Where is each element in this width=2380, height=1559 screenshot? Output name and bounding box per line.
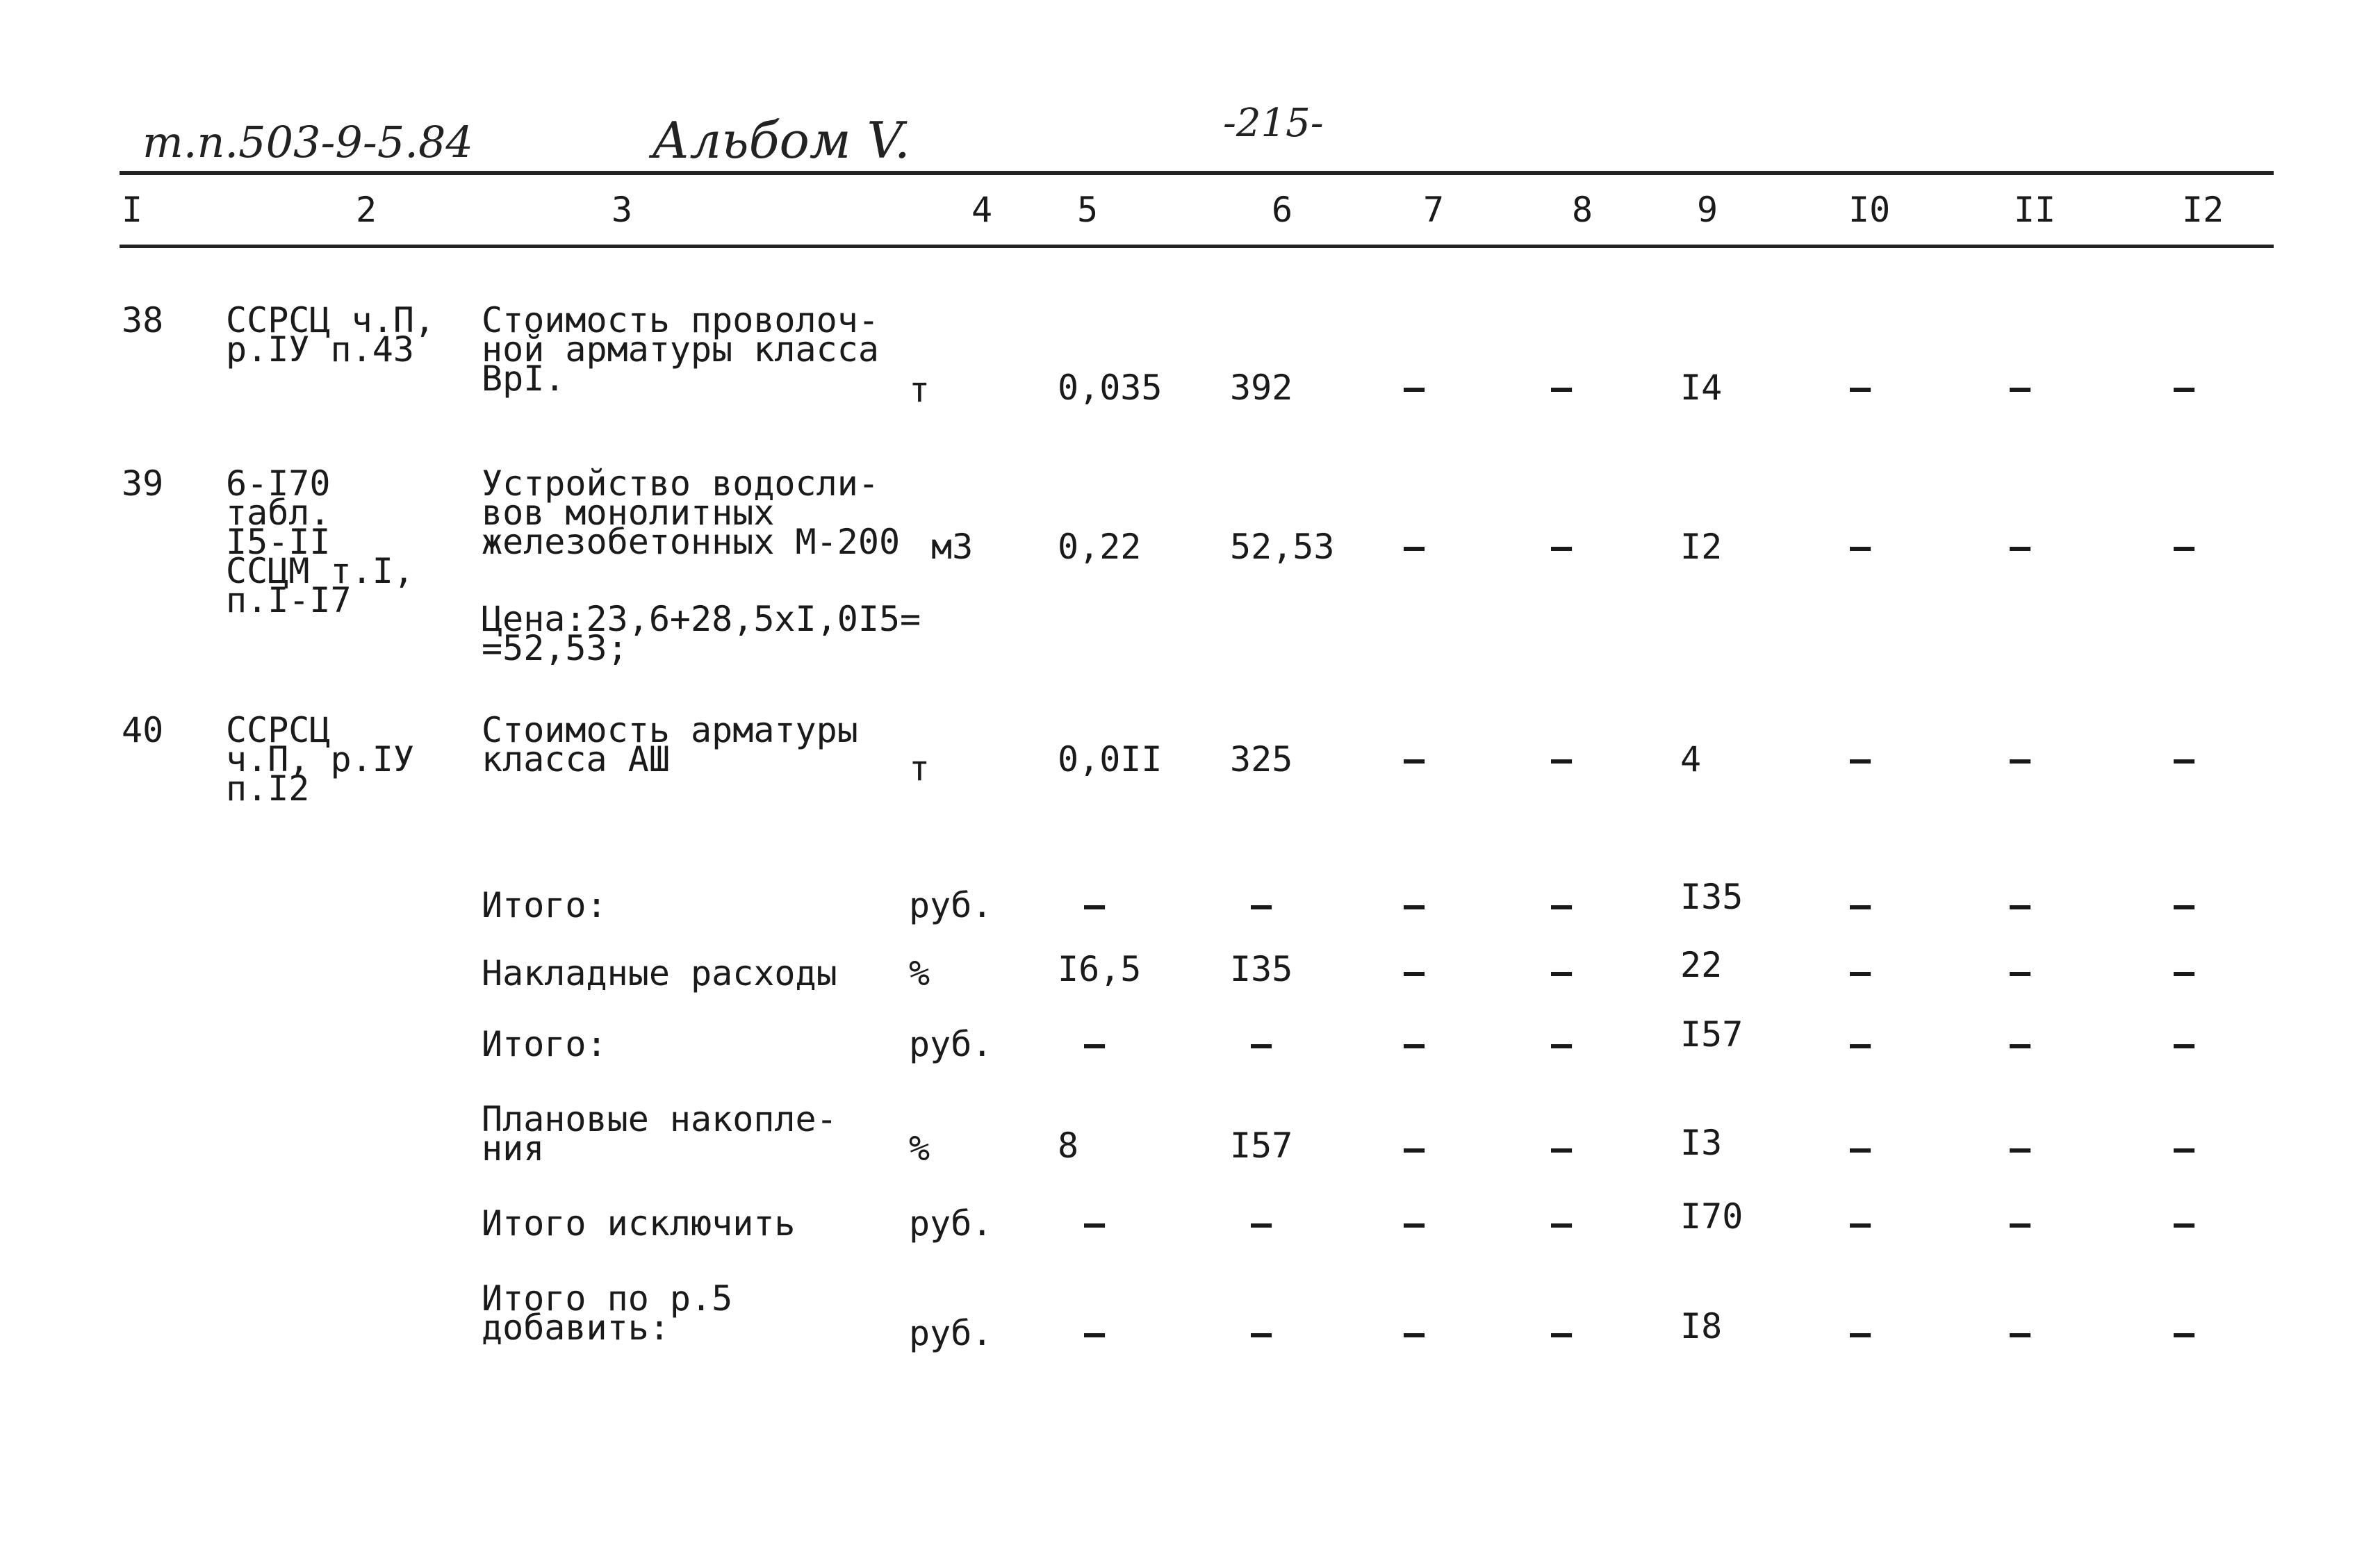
- column-header: I2: [2182, 190, 2224, 230]
- col9-value: 4: [1680, 739, 1702, 780]
- col9-value: I4: [1680, 368, 1723, 408]
- col8-value: –: [1551, 1128, 1573, 1169]
- total-label: Итого:: [482, 885, 607, 925]
- col12-value: –: [2174, 739, 2195, 780]
- col8-value: –: [1551, 885, 1573, 925]
- work-name: Стоимость арматуры класса АШ: [482, 710, 858, 780]
- norm-code: 6-I70 табл. I5-II ССЦМ т.I, п.I-I7: [226, 463, 414, 620]
- unit-price: 325: [1230, 739, 1293, 780]
- column-header: 7: [1423, 190, 1445, 230]
- row-number: 40: [122, 710, 164, 750]
- unit-price: 52,53: [1230, 527, 1335, 567]
- col11-value: –: [2010, 739, 2031, 780]
- page-number: -215-: [1223, 101, 1324, 146]
- total-label: Итого по р.5 добавить:: [482, 1278, 733, 1348]
- col10-value: –: [1850, 1024, 1871, 1064]
- unit: м3: [931, 527, 974, 567]
- unit: %: [909, 953, 930, 993]
- col7-value: –: [1404, 885, 1425, 925]
- col7-value: –: [1404, 368, 1425, 408]
- col12-value: –: [2174, 1024, 2195, 1064]
- col11-value: –: [2010, 952, 2031, 992]
- col10-value: –: [1850, 885, 1871, 925]
- total-label: Плановые накопле- ния: [482, 1099, 837, 1169]
- unit: руб.: [909, 1024, 993, 1064]
- album-label: Альбом V.: [652, 111, 910, 170]
- col7-value: –: [1404, 527, 1425, 567]
- column-header: 5: [1077, 190, 1099, 230]
- col8-value: –: [1551, 1313, 1573, 1353]
- col5-value: –: [1084, 1024, 1106, 1064]
- col8-value: –: [1551, 952, 1573, 992]
- col12-value: –: [2174, 527, 2195, 567]
- col10-value: –: [1850, 368, 1871, 408]
- total-label: Итого:: [482, 1024, 607, 1064]
- column-header: 3: [612, 190, 633, 230]
- col6-value: –: [1251, 1313, 1272, 1353]
- col7-value: –: [1404, 1203, 1425, 1244]
- column-header: 2: [356, 190, 377, 230]
- column-header: 6: [1272, 190, 1293, 230]
- col7-value: –: [1404, 1313, 1425, 1353]
- col7-value: –: [1404, 1128, 1425, 1169]
- column-header: 8: [1572, 190, 1593, 230]
- col10-value: –: [1850, 1313, 1871, 1353]
- header-bottom-rule: [120, 245, 2274, 248]
- col11-value: –: [2010, 1313, 2031, 1353]
- col9-value: I2: [1680, 527, 1723, 567]
- total-label: Накладные расходы: [482, 953, 837, 993]
- col5-value: –: [1084, 1313, 1106, 1353]
- column-header: I: [122, 190, 143, 230]
- col11-value: –: [2010, 885, 2031, 925]
- col11-value: –: [2010, 1203, 2031, 1244]
- col11-value: –: [2010, 527, 2031, 567]
- col7-value: –: [1404, 1024, 1425, 1064]
- col11-value: –: [2010, 368, 2031, 408]
- col9-value: I70: [1680, 1196, 1743, 1237]
- norm-code: ССРСЦ ч.П, р.IУ п.I2: [226, 710, 414, 809]
- col8-value: –: [1551, 527, 1573, 567]
- unit: руб.: [909, 1313, 993, 1353]
- total-label: Итого исключить: [482, 1203, 796, 1244]
- col6-value: –: [1251, 885, 1272, 925]
- col10-value: –: [1850, 1128, 1871, 1169]
- column-header: 9: [1697, 190, 1718, 230]
- col6-value: I35: [1230, 949, 1293, 989]
- unit: т: [909, 748, 930, 789]
- col8-value: –: [1551, 368, 1573, 408]
- column-header: 4: [971, 190, 993, 230]
- col5-value: 8: [1058, 1125, 1079, 1166]
- work-name: Устройство водосли- вов монолитных железобетонных М-200: [482, 463, 901, 562]
- col9-value: 22: [1680, 945, 1723, 985]
- work-name: Стоимость проволоч- ной арматуры класса ВрI.: [482, 300, 879, 399]
- col10-value: –: [1850, 739, 1871, 780]
- col7-value: –: [1404, 952, 1425, 992]
- col12-value: –: [2174, 368, 2195, 408]
- col8-value: –: [1551, 1203, 1573, 1244]
- col5-value: –: [1084, 885, 1106, 925]
- col7-value: –: [1404, 739, 1425, 780]
- col8-value: –: [1551, 739, 1573, 780]
- unit: руб.: [909, 885, 993, 925]
- col10-value: –: [1850, 527, 1871, 567]
- unit: %: [909, 1128, 930, 1169]
- col6-value: –: [1251, 1024, 1272, 1064]
- col5-value: –: [1084, 1203, 1106, 1244]
- col12-value: –: [2174, 1128, 2195, 1169]
- unit: т: [909, 370, 930, 410]
- col10-value: –: [1850, 1203, 1871, 1244]
- quantity: 0,0II: [1058, 739, 1163, 780]
- col9-value: I57: [1680, 1014, 1743, 1055]
- col9-value: I35: [1680, 877, 1743, 917]
- row-number: 38: [122, 300, 164, 340]
- col12-value: –: [2174, 1313, 2195, 1353]
- col6-value: I57: [1230, 1125, 1293, 1166]
- column-header: II: [2014, 190, 2056, 230]
- col10-value: –: [1850, 952, 1871, 992]
- unit-price: 392: [1230, 368, 1293, 408]
- col6-value: –: [1251, 1203, 1272, 1244]
- norm-code: ССРСЦ ч.П, р.IУ п.43: [226, 300, 436, 370]
- col12-value: –: [2174, 1203, 2195, 1244]
- price-note: Цена:23,6+28,5хI,0I5= =52,53;: [482, 599, 921, 668]
- row-number: 39: [122, 463, 164, 504]
- col12-value: –: [2174, 952, 2195, 992]
- quantity: 0,035: [1058, 368, 1163, 408]
- col8-value: –: [1551, 1024, 1573, 1064]
- col11-value: –: [2010, 1024, 2031, 1064]
- unit: руб.: [909, 1203, 993, 1244]
- col9-value: I3: [1680, 1123, 1723, 1163]
- document-code: т.п.503-9-5.84: [142, 117, 473, 167]
- col12-value: –: [2174, 885, 2195, 925]
- col9-value: I8: [1680, 1306, 1723, 1346]
- col5-value: I6,5: [1058, 949, 1142, 989]
- quantity: 0,22: [1058, 527, 1142, 567]
- column-header: I0: [1848, 190, 1891, 230]
- col11-value: –: [2010, 1128, 2031, 1169]
- top-rule: [120, 171, 2274, 175]
